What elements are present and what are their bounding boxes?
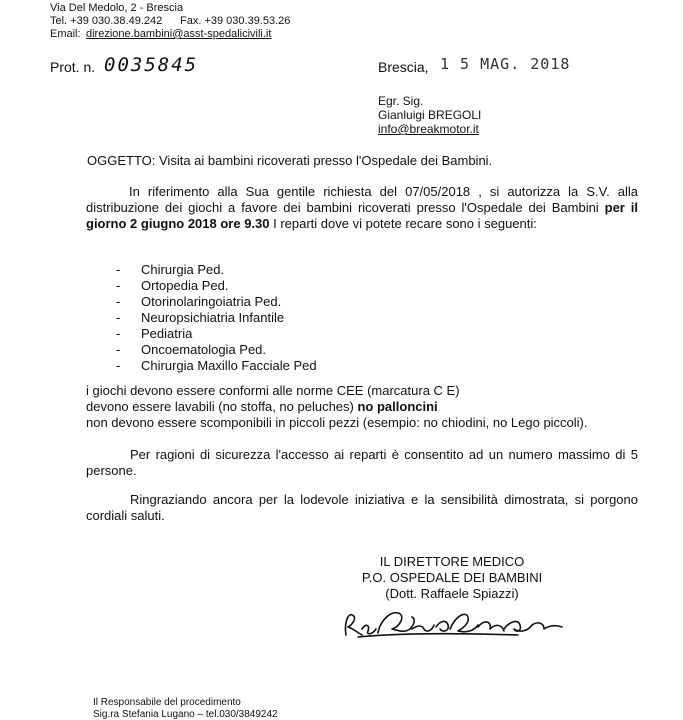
recipient-name: Gianluigi BREGOLI	[378, 108, 482, 122]
paragraph-safety: Per ragioni di sicurezza l'accesso ai reparti è consentito ad un numero massimo di 5 persone.	[86, 447, 638, 478]
paragraph-authorization-text-1: In riferimento alla Sua gentile richiesta del 07/05/2018 , si autorizza la S.V. alla distribuzione dei giochi a favore dei bambini ricoverati presso l'Ospedale dei Bambini	[86, 184, 638, 215]
recipient-salutation: Egr. Sig.	[378, 94, 424, 108]
department-item: - Otorinolaringoiatria Ped.	[116, 294, 317, 310]
footer-responsible-contact: Sig.ra Stefania Lugano – tel.030/3849242	[93, 709, 278, 720]
letterhead-email-link[interactable]: direzione.bambini@asst-spedalicivili.it	[86, 28, 272, 40]
rule-washable	[86, 399, 438, 415]
paragraph-authorization-text-2: I reparti dove vi potete recare sono i seguenti:	[269, 216, 537, 231]
department-item: - Neuropsichiatria Infantile	[116, 310, 317, 326]
rule-washable-text: devono essere lavabili (no stoffa, no peluches)	[86, 399, 358, 414]
signature-hospital: P.O. OSPEDALE DEI BAMBINI	[361, 570, 543, 585]
letterhead-email-label: Email:	[50, 28, 81, 40]
paragraph-closing: Ringraziando ancora per la lodevole iniziativa e la sensibilità dimostrata, si porgono cordiali saluti.	[86, 492, 638, 523]
department-list	[116, 262, 317, 374]
letterhead-fax: Fax. +39 030.39.53.26	[180, 15, 291, 27]
paragraph-authorization	[86, 184, 638, 232]
department-item: - Ortopedia Ped.	[116, 278, 317, 294]
recipient-email-link[interactable]: info@breakmotor.it	[378, 122, 479, 136]
rule-cee: i giochi devono essere conformi alle norme CEE (marcatura C E)	[86, 383, 460, 398]
department-item: - Chirurgia Ped.	[116, 262, 317, 278]
visit-date-highlight: per il giorno 2 giugno 2018 ore 9.30	[86, 200, 638, 231]
protocol-number: 0035845	[104, 54, 199, 76]
department-item: - Oncoematologia Ped.	[116, 342, 317, 358]
date-stamp: 1 5 MAG. 2018	[440, 55, 571, 73]
rule-small-parts: non devono essere scomponibili in piccoli pezzi (esempio: no chiodini, no Lego piccoli).	[86, 415, 588, 430]
subject-line: OGGETTO: Visita ai bambini ricoverati presso l'Ospedale dei Bambini.	[87, 153, 493, 168]
department-item: - Pediatria	[116, 326, 317, 342]
department-item: - Chirurgia Maxillo Facciale Ped	[116, 358, 317, 374]
handwritten-signature-icon	[338, 603, 568, 643]
protocol-label: Prot. n.	[50, 59, 96, 75]
signature-name: (Dott. Raffaele Spiazzi)	[385, 586, 519, 601]
rule-no-balloons: no palloncini	[357, 399, 438, 414]
letterhead-tel: Tel. +39 030.38.49.242	[50, 15, 163, 27]
signature-title: IL DIRETTORE MEDICO	[379, 554, 525, 569]
footer-responsible-label: Il Responsabile del procedimento	[93, 697, 241, 708]
date-city: Brescia,	[378, 59, 429, 75]
letterhead-address: Via Del Medolo, 2 - Brescia	[50, 2, 184, 14]
